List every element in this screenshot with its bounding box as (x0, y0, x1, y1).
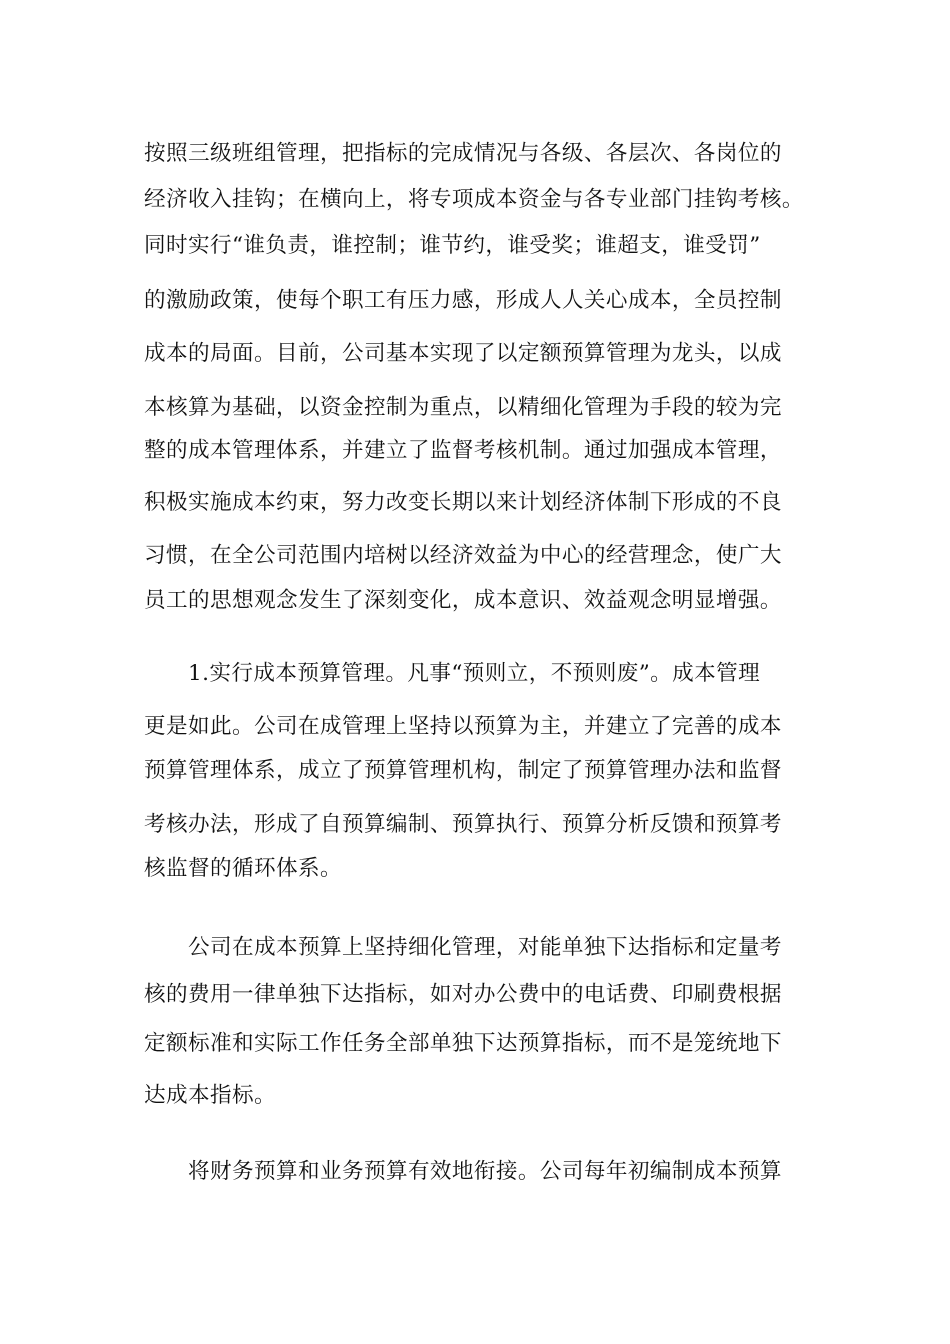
paragraph-1-line-2: 经济收入挂钩；在横向上，将专项成本资金与各专业部门挂钩考核。 (144, 187, 804, 212)
paragraph-3-line-4: 达成本指标。 (144, 1083, 276, 1108)
paragraph-2-line-4: 考核办法，形成了自预算编制、预算执行、预算分析反馈和预算考 (144, 812, 782, 837)
paragraph-1-line-4: 的激励政策，使每个职工有压力感，形成人人关心成本，全员控制 (144, 288, 782, 313)
paragraph-2-line-5: 核监督的循环体系。 (144, 856, 342, 881)
paragraph-1-line-3: 同时实行“谁负责，谁控制；谁节约，谁受奖；谁超支，谁受罚” (144, 233, 761, 258)
paragraph-1-line-7: 整的成本管理体系，并建立了监督考核机制。通过加强成本管理， (144, 438, 782, 463)
paragraph-2-line-2: 更是如此。公司在成管理上坚持以预算为主，并建立了完善的成本 (144, 714, 782, 739)
paragraph-2-line-3: 预算管理体系，成立了预算管理机构，制定了预算管理办法和监督 (144, 758, 782, 783)
paragraph-4-line-1: 将财务预算和业务预算有效地衔接。公司每年初编制成本预算 (188, 1159, 782, 1184)
paragraph-1-line-1: 按照三级班组管理，把指标的完成情况与各级、各层次、各岗位的 (144, 141, 782, 166)
paragraph-3-line-2: 核的费用一律单独下达指标，如对办公费中的电话费、印刷费根据 (144, 982, 782, 1007)
paragraph-1-line-9: 习惯，在全公司范围内培树以经济效益为中心的经营理念，使广大 (144, 543, 782, 568)
paragraph-2-line-1: 1.实行成本预算管理。凡事“预则立，不预则废”。成本管理 (188, 661, 761, 686)
paragraph-1-line-6: 本核算为基础，以资金控制为重点，以精细化管理为手段的较为完 (144, 395, 782, 420)
paragraph-1-line-8: 积极实施成本约束，努力改变长期以来计划经济体制下形成的不良 (144, 490, 782, 515)
paragraph-3-line-3: 定额标准和实际工作任务全部单独下达预算指标，而不是笼统地下 (144, 1031, 782, 1056)
paragraph-1-line-10: 员工的思想观念发生了深刻变化，成本意识、效益观念明显增强。 (144, 588, 782, 613)
paragraph-1-line-5: 成本的局面。目前，公司基本实现了以定额预算管理为龙头，以成 (144, 341, 782, 366)
paragraph-3-line-1: 公司在成本预算上坚持细化管理，对能单独下达指标和定量考 (188, 935, 782, 960)
